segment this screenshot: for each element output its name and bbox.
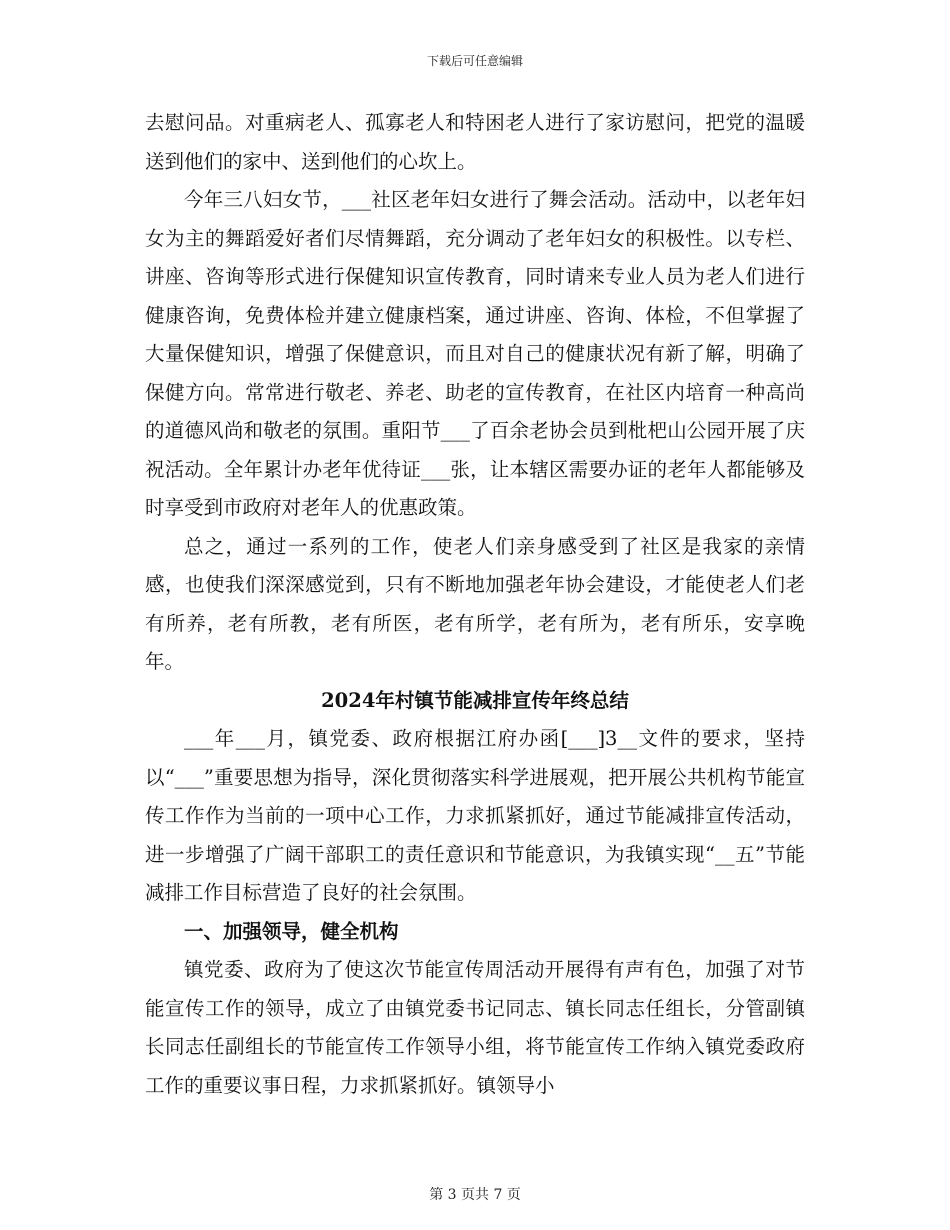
document-body <box>145 104 805 1105</box>
paragraph: 镇党委、政府为了使这次节能宣传周活动开展得有声有色，加强了对节能宣传工作的领导，成立了由镇党委书记同志、镇长同志任组长，分管副镇长同志任副组长的节能宣传工作领导小组，将节能宣传工作纳入镇党委政府工作的重要议事日程，力求抓紧抓好。镇领导小 <box>145 958 805 1097</box>
page-footer: 第 3 页共 7 页 <box>429 1187 521 1203</box>
paragraph: ___年___月，镇党委、政府根据江府办函[___]3__文件的要求，坚持以“___”重要思想为指导，深化贯彻落实科学进展观，把开展公共机构节能宣传工作作为当前的一项中心工作，力求抓紧抓好，通过节能减排宣传活动，进一步增强了广阔干部职工的责任意识和节能意识，为我镇实现“__五”节能减排工作目标营造了良好的社会氛围。 <box>145 727 805 904</box>
paragraph: 今年三八妇女节，___社区老年妇女进行了舞会活动。活动中，以老年妇女为主的舞蹈爱好者们尽情舞蹈，充分调动了老年妇女的积极性。以专栏、讲座、咨询等形式进行保健知识宣传教育，同时请来专业人员为老人们进行健康咨询，免费体检并建立健康档案，通过讲座、咨询、体检，不但掌握了大量保健知识，增强了保健意识，而且对自己的健康状况有新了解，明确了保健方向。常常进行敬老、养老、助老的宣传教育，在社区内培育一种高尚的道德风尚和敬老的氛围。重阳节___了百余老协会员到枇杷山公园开展了庆祝活动。全年累计办老年优待证___张，让本辖区需要办证的老年人都能够及时享受到市政府对老年人的优惠政策。 <box>145 188 805 519</box>
paragraph: 总之，通过一系列的工作，使老人们亲身感受到了社区是我家的亲情感，也使我们深深感觉到，只有不断地加强老年协会建设，才能使老人们老有所养，老有所教，老有所医，老有所学，老有所为，老有所乐，安享晚年。 <box>145 534 805 673</box>
section-title: 2024年村镇节能减排宣传年终总结 <box>321 688 629 712</box>
paragraph: 去慰问品。对重病老人、孤寡老人和特困老人进行了家访慰问，把党的温暖送到他们的家中、送到他们的心坎上。 <box>145 111 805 173</box>
page-header: 下载后可任意编辑 <box>426 54 523 68</box>
subheading: 一、加强领导，健全机构 <box>184 919 399 943</box>
